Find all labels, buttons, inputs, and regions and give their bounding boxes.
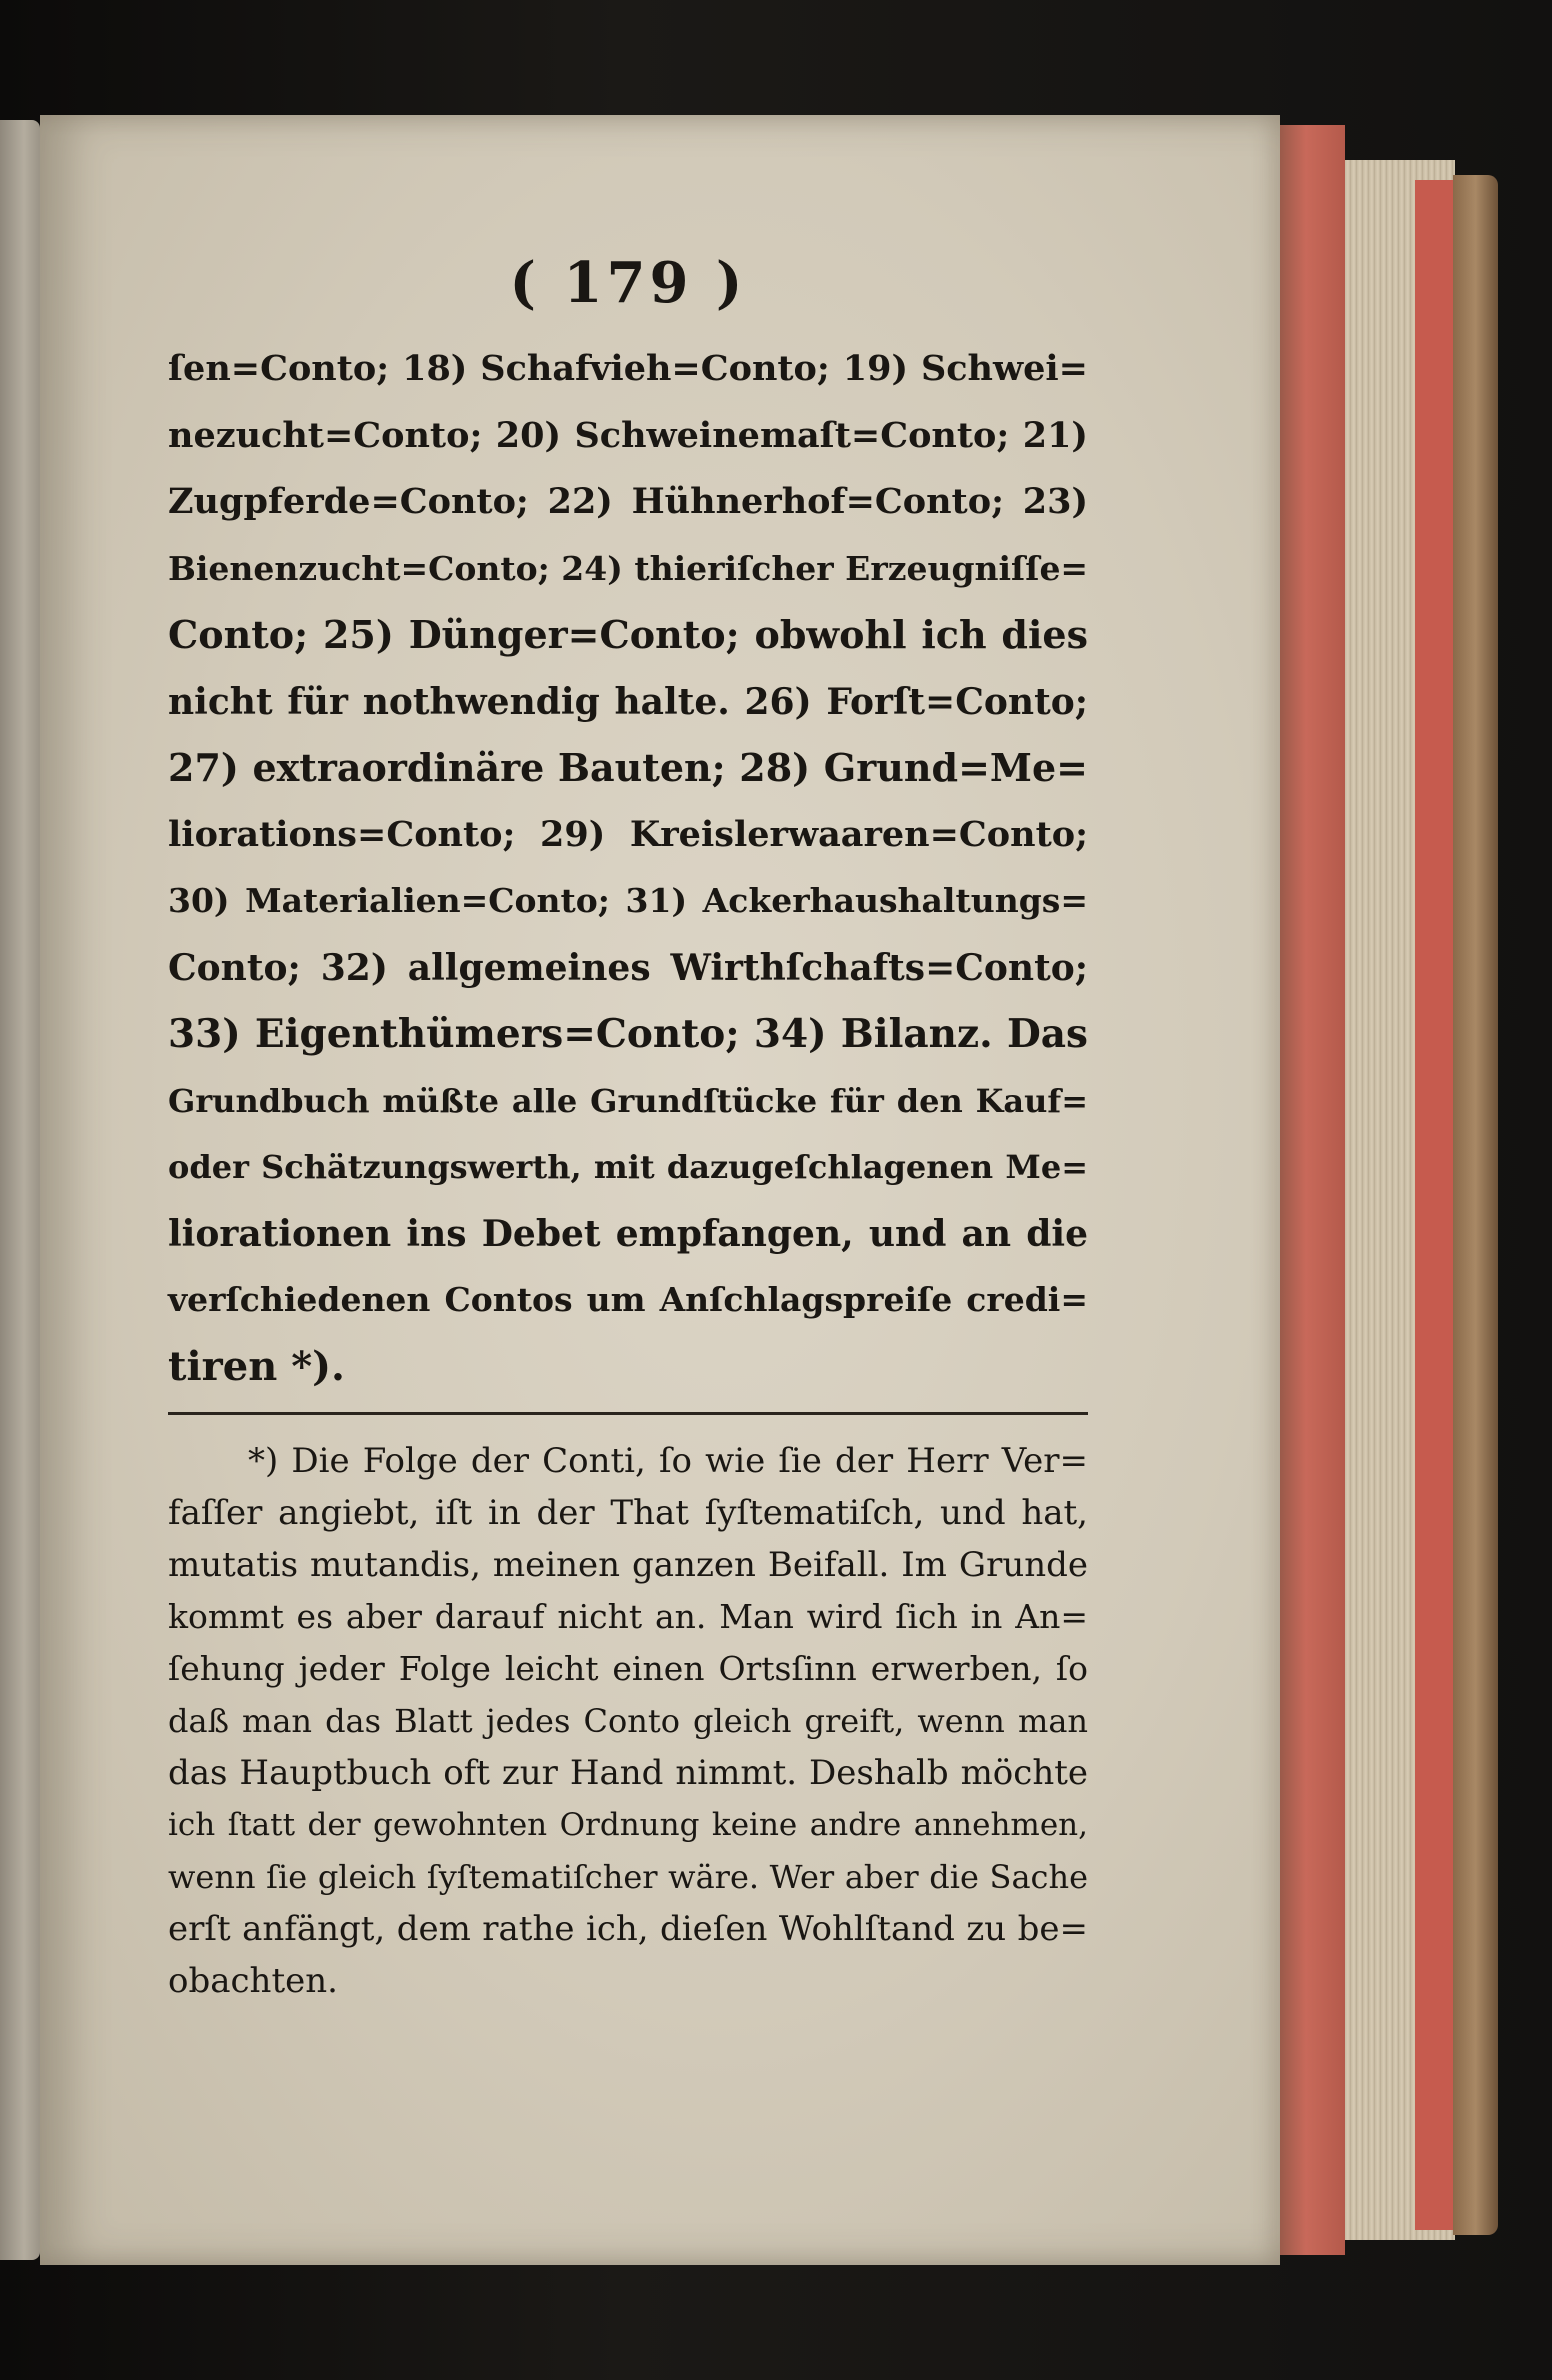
- book-cover: [1453, 175, 1498, 2235]
- footnote-line: ich ſtatt der gewohnten Ordnung keine andre annehmen,: [168, 1807, 1088, 1843]
- body-line: nicht für nothwendig halte. 26) Forſt=Conto;: [168, 680, 1088, 723]
- body-text: [168, 336, 1088, 1400]
- body-line: Bienenzucht=Conto; 24) thieriſcher Erzeugniſſe=: [168, 548, 1089, 588]
- footnote: [168, 1435, 1088, 2007]
- footnote-line: mutatis mutandis, meinen ganzen Beifall. Im Grunde: [168, 1545, 1088, 1585]
- footnote-line: obachten.: [168, 1961, 338, 2001]
- page-text: [168, 250, 1088, 2007]
- body-line: ſen=Conto; 18) Schafvieh=Conto; 19) Schwei=: [168, 348, 1088, 389]
- body-line: nezucht=Conto; 20) Schweinemaſt=Conto; 21): [168, 414, 1088, 456]
- body-line: tiren *).: [168, 1342, 345, 1390]
- body-line: Grundbuch müßte alle Grundſtücke für den Kauf=: [168, 1081, 1088, 1120]
- footnote-line: daß man das Blatt jedes Conto gleich greift, wenn man: [168, 1702, 1088, 1740]
- page-edge-red: [1280, 125, 1345, 2255]
- body-line: Conto; 25) Dünger=Conto; obwohl ich dies: [168, 612, 1088, 657]
- footnote-line: erſt anfängt, dem rathe ich, dieſen Wohlſtand zu be=: [168, 1909, 1088, 1949]
- footnote-line: ſehung jeder Folge leicht einen Ortsſinn erwerben, ſo: [168, 1649, 1088, 1688]
- page-number: ( 179 ): [509, 250, 747, 316]
- body-line: verſchiedenen Contos um Anſchlagspreiſe credi=: [168, 1280, 1088, 1319]
- red-gilt-edge: [1415, 180, 1453, 2230]
- body-line: 27) extraordinäre Bauten; 28) Grund=Me=: [168, 745, 1088, 790]
- footnote-line: kommt es aber darauf nicht an. Man wird ſich in An=: [168, 1597, 1088, 1636]
- footnote-line: faſſer angiebt, iſt in der That ſyſtematiſch, und hat,: [168, 1493, 1088, 1533]
- body-line: oder Schätzungswerth, mit dazugeſchlagenen Me=: [168, 1148, 1088, 1186]
- body-line: 33) Eigenthümers=Conto; 34) Bilanz. Das: [168, 1011, 1088, 1057]
- footnote-line: wenn ſie gleich ſyſtematiſcher wäre. Wer aber die Sache: [168, 1858, 1088, 1896]
- footnote-rule: [168, 1412, 1088, 1415]
- body-line: Conto; 32) allgemeines Wirthſchafts=Conto;: [168, 946, 1088, 989]
- footnote-line: *) Die Folge der Conti, ſo wie ſie der Herr Ver=: [248, 1441, 1088, 1481]
- body-line: Zugpferde=Conto; 22) Hühnerhof=Conto; 23): [168, 481, 1088, 522]
- body-line: liorations=Conto; 29) Kreislerwaaren=Conto;: [168, 813, 1088, 855]
- footnote-line: das Hauptbuch oft zur Hand nimmt. Deshalb möchte: [168, 1753, 1088, 1793]
- body-line: liorationen ins Debet empfangen, und an die: [168, 1212, 1088, 1255]
- body-line: 30) Materialien=Conto; 31) Ackerhaushaltungs=: [168, 881, 1088, 920]
- left-page-edge: [0, 120, 40, 2260]
